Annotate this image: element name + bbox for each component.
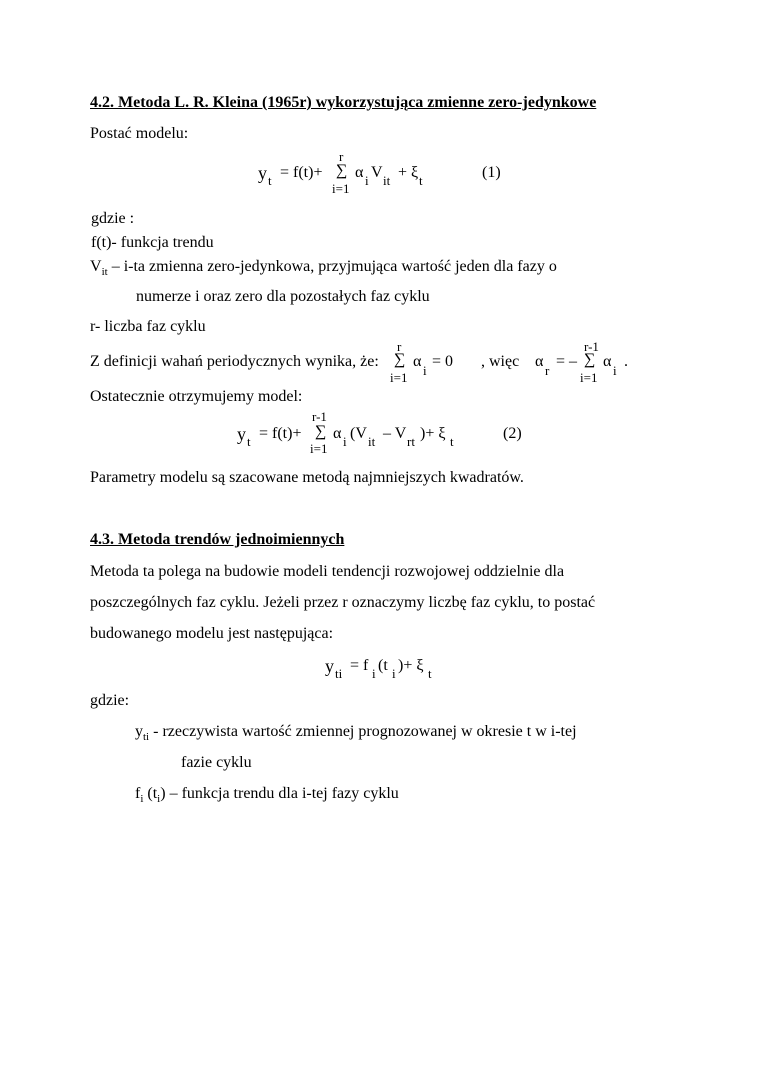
defeq-sum-symbol: ∑ (394, 351, 406, 368)
eq1-f-term: = f(t)+ (280, 164, 323, 181)
eq1-v: V (371, 164, 383, 181)
eq1-xi: + ξ (398, 164, 419, 181)
eq2-lhs-sub: t (247, 434, 251, 449)
eq1-alpha: α (355, 164, 364, 181)
eq1-xi-sub: t (419, 173, 423, 188)
eq1-sum-bottom: i=1 (332, 181, 350, 196)
eq2-xi-sub: t (450, 434, 454, 449)
def-y-symbol: y (135, 723, 143, 740)
def-r-phases: r- liczba faz cyklu (90, 318, 206, 335)
def-v-continuation: numerze i oraz zero dla pozostałych faz cyklu (136, 288, 430, 305)
defeq-sum2-top: r-1 (584, 339, 599, 354)
def-f-trend: f(t)- funkcja trendu (91, 234, 214, 251)
eq3-lhs: y (325, 656, 334, 676)
eq3-xi: )+ ξ (398, 657, 424, 674)
def-fi-paren: (t (143, 785, 158, 802)
params-text: Parametry modelu są szacowane metodą najmniejszych kwadratów. (90, 469, 524, 486)
eq1-sum-top: r (339, 149, 344, 164)
eq3-f-sub: i (372, 666, 376, 681)
defeq-alpha2-sub: i (613, 363, 617, 378)
eq2-v-sub: it (368, 434, 376, 449)
para-line-2: poszczególnych faz cyklu. Jeżeli przez r oznaczymy liczbę faz cyklu, to postać (90, 594, 596, 611)
def-fi-symbol: f (135, 785, 141, 802)
eq3-f: = f (350, 657, 369, 674)
eq3-lhs-sub: ti (335, 666, 343, 681)
eq3-paren-t: (t (378, 657, 388, 674)
eq2-f-term: = f(t)+ (259, 425, 302, 442)
para-line-3: budowanego modelu jest następująca: (90, 625, 334, 642)
defeq-alpha-r: α (535, 353, 544, 370)
where-label-2: gdzie: (90, 692, 130, 709)
defeq-then: , więc (481, 353, 520, 370)
eq2-alpha: α (333, 425, 342, 442)
def-fi-t-sub: i (157, 793, 161, 805)
eq2-vr-sub: rt (407, 434, 415, 449)
definition-text: Z definicji wahań periodycznych wynika, że: (90, 353, 379, 370)
def-v-symbol: V (90, 258, 102, 275)
defeq-sum-bottom: i=1 (390, 370, 408, 385)
eq2-xi: )+ ξ (420, 425, 446, 442)
model-form-label: Postać modelu: (90, 125, 189, 142)
defeq-alpha2: α (603, 353, 612, 370)
def-v-text: – i-ta zmienna zero-jedynkowa, przyjmująca wartość jeden dla fazy o (107, 258, 557, 275)
eq3-t-sub: i (392, 666, 396, 681)
eq2-paren-v: (V (350, 425, 367, 442)
def-fi-line (135, 785, 399, 805)
final-model-text: Ostatecznie otrzymujemy model: (90, 388, 303, 405)
def-v-sub: it (101, 266, 108, 278)
def-y-continuation: fazie cyklu (181, 754, 252, 771)
eq1-number: (1) (482, 164, 501, 181)
eq2-sum-symbol: ∑ (315, 423, 327, 440)
defeq-period: . (624, 353, 628, 370)
eq2-sum-top: r-1 (312, 409, 327, 424)
eq1-lhs-sub: t (268, 173, 272, 188)
defeq-alpha-r-sub: r (545, 363, 550, 378)
section-4-3-heading: 4.3. Metoda trendów jednoimiennych (90, 531, 345, 548)
eq1-lhs: y (258, 163, 267, 183)
eq2-minus-v: – V (383, 425, 407, 442)
where-label-1: gdzie : (91, 210, 135, 227)
eq1-sum-symbol: ∑ (336, 162, 348, 179)
def-fi-text: ) – funkcja trendu dla i-tej fazy cyklu (160, 785, 399, 802)
defeq-sum2-symbol: ∑ (584, 351, 596, 368)
def-y-text: - rzeczywista wartość zmiennej prognozowanej w okresie t w i-tej (149, 723, 577, 740)
def-y-sub: ti (143, 731, 150, 743)
def-v-line (90, 258, 557, 278)
eq2-sum-bottom: i=1 (310, 441, 328, 456)
def-y-line (135, 723, 577, 743)
eq2-alpha-sub: i (343, 434, 347, 449)
defeq-sum-top: r (397, 339, 402, 354)
def-fi-sub: i (140, 793, 144, 805)
defeq-eq-minus: = – (556, 353, 578, 370)
eq1-v-sub: it (383, 173, 391, 188)
eq2-lhs: y (237, 424, 246, 444)
defeq-sum2-bottom: i=1 (580, 370, 598, 385)
defeq-alpha: α (413, 353, 422, 370)
eq1-alpha-sub: i (365, 173, 369, 188)
defeq-alpha-sub: i (423, 363, 427, 378)
eq3-xi-sub: t (428, 666, 432, 681)
eq2-number: (2) (503, 425, 522, 442)
para-line-1: Metoda ta polega na budowie modeli tendencji rozwojowej oddzielnie dla (90, 563, 565, 580)
section-4-2-heading: 4.2. Metoda L. R. Kleina (1965r) wykorzystująca zmienne zero-jedynkowe (90, 94, 597, 111)
defeq-eq-zero: = 0 (432, 353, 454, 370)
